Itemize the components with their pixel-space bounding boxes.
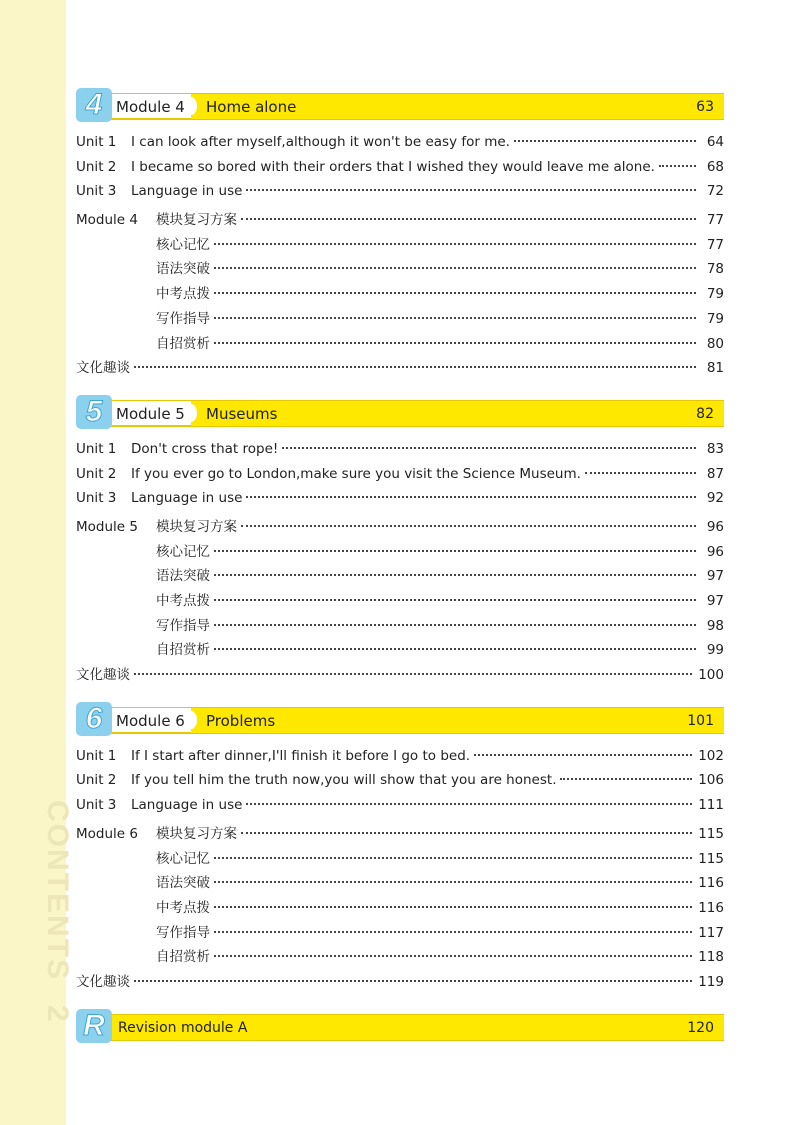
dot-leader: [659, 165, 696, 167]
row-label: Unit 3: [76, 797, 117, 814]
revision-badge: R: [76, 1009, 112, 1043]
row-title: 核心记忆: [156, 850, 210, 867]
module-page: 82: [696, 405, 714, 422]
row-label: Unit 2: [76, 158, 117, 175]
row-label: Unit 3: [76, 490, 117, 507]
row-title: 写作指导: [156, 617, 210, 634]
review-entry[interactable]: [76, 540, 724, 565]
module-page: 101: [687, 712, 714, 729]
row-label: Unit 2: [76, 465, 117, 482]
culture-entry[interactable]: [76, 663, 724, 688]
review-entry[interactable]: [76, 208, 724, 233]
module-title: Problems: [206, 711, 276, 730]
row-title: 语法突破: [156, 875, 210, 892]
revision-title: Revision module A: [118, 1019, 248, 1036]
row-title: I became so bored with their orders that I wished they would leave me alone.: [131, 158, 655, 175]
dot-leader: [134, 366, 696, 368]
page-number: 87: [706, 465, 724, 482]
review-entry[interactable]: [76, 614, 724, 639]
review-entry[interactable]: [76, 332, 724, 357]
dot-leader: [241, 218, 696, 220]
module-number-badge: 4: [76, 88, 112, 122]
review-entry[interactable]: [76, 257, 724, 282]
module-label: Module 5: [112, 400, 191, 426]
page-number: 78: [706, 261, 724, 278]
row-title: If you tell him the truth now,you will show that you are honest.: [131, 772, 557, 789]
row-title: 文化趣谈: [76, 667, 130, 684]
row-label: Module 5: [76, 518, 138, 535]
row-title: Don't cross that rope!: [131, 440, 279, 457]
row-title: I can look after myself,although it won't be easy for me.: [131, 134, 510, 150]
dot-leader: [214, 624, 696, 626]
dot-leader: [241, 832, 692, 834]
page-number: 115: [698, 825, 724, 842]
row-title: 文化趣谈: [76, 973, 130, 990]
header-bar: [110, 93, 724, 120]
review-entry[interactable]: [76, 921, 724, 946]
module-label: Module 4: [112, 93, 191, 119]
row-label: Unit 2: [76, 772, 117, 789]
review-entry[interactable]: [76, 515, 724, 540]
module-number-badge: 6: [76, 702, 112, 736]
row-label: Unit 1: [76, 440, 117, 457]
unit-entry[interactable]: [76, 748, 724, 773]
unit-entry[interactable]: [76, 134, 724, 159]
revision-page: 120: [687, 1019, 714, 1036]
unit-entry[interactable]: [76, 441, 724, 466]
page-number: 96: [706, 518, 724, 535]
module-label: Module 6: [112, 707, 191, 733]
dot-leader: [282, 447, 696, 449]
unit-entry[interactable]: [76, 772, 724, 797]
page-number: 79: [706, 310, 724, 327]
row-title: 中考点拨: [156, 286, 210, 303]
row-title: 自招赏析: [156, 642, 210, 659]
unit-entry[interactable]: [76, 490, 724, 515]
row-title: 自招赏析: [156, 949, 210, 966]
dot-leader: [560, 778, 692, 780]
page-number: 100: [698, 667, 724, 684]
page-number: 111: [698, 797, 724, 814]
table-of-contents: [76, 88, 724, 1043]
row-title: 文化趣谈: [76, 360, 130, 377]
review-entry[interactable]: [76, 307, 724, 332]
revision-header[interactable]: [76, 1009, 724, 1043]
module-header[interactable]: [76, 395, 724, 429]
row-title: 核心记忆: [156, 236, 210, 253]
row-title: 写作指导: [156, 310, 210, 327]
dot-leader: [246, 189, 696, 191]
page-number: 115: [698, 850, 724, 867]
review-entry[interactable]: [76, 871, 724, 896]
module-title: Home alone: [206, 98, 297, 116]
row-title: 模块复习方案: [156, 518, 237, 535]
row-label: Module 6: [76, 825, 138, 842]
page-number: 64: [706, 134, 724, 150]
page-number: 99: [706, 642, 724, 659]
dot-leader: [214, 648, 696, 650]
dot-leader: [214, 881, 692, 883]
page-number: 80: [706, 335, 724, 352]
dot-leader: [246, 803, 692, 805]
page-number: 77: [706, 236, 724, 253]
review-entry[interactable]: [76, 282, 724, 307]
page-number: 116: [698, 875, 724, 892]
page-number: 81: [706, 360, 724, 377]
dot-leader: [214, 857, 692, 859]
page-number: 77: [706, 212, 724, 229]
module-header[interactable]: [76, 702, 724, 736]
row-title: 自招赏析: [156, 335, 210, 352]
row-label: Unit 1: [76, 747, 117, 764]
page-number: 92: [706, 490, 724, 507]
dot-leader: [214, 292, 696, 294]
row-title: 核心记忆: [156, 543, 210, 560]
module-title: Museums: [206, 404, 278, 423]
page-number: 83: [706, 440, 724, 457]
side-contents-label: [40, 800, 74, 1024]
row-label: Unit 3: [76, 183, 117, 200]
row-label: Module 4: [76, 212, 138, 229]
page-number: 79: [706, 286, 724, 303]
page-number: 98: [706, 617, 724, 634]
module-page: 63: [696, 99, 714, 115]
row-title: 语法突破: [156, 568, 210, 585]
review-entry[interactable]: [76, 822, 724, 847]
page-number: 97: [706, 593, 724, 609]
dot-leader: [214, 243, 696, 245]
dot-leader: [214, 574, 696, 576]
page-number: 72: [706, 183, 724, 200]
dot-leader: [214, 317, 696, 319]
row-title: If you ever go to London,make sure you visit the Science Museum.: [131, 465, 581, 482]
volume-number: 2: [41, 1005, 74, 1025]
dot-leader: [214, 267, 696, 269]
page-number: 97: [706, 568, 724, 585]
dot-leader: [134, 673, 692, 675]
row-title: 模块复习方案: [156, 212, 237, 229]
dot-leader: [214, 955, 692, 957]
culture-entry[interactable]: [76, 356, 724, 381]
module-block: [76, 702, 724, 995]
unit-entry[interactable]: [76, 466, 724, 491]
contents-word: CONTENTS: [41, 800, 74, 981]
module-number-badge: 5: [76, 395, 112, 429]
dot-leader: [134, 980, 692, 982]
dot-leader: [246, 496, 696, 498]
module-block: [76, 395, 724, 688]
module-block: [76, 88, 724, 381]
page-number: 118: [698, 949, 724, 966]
page-number: 117: [698, 924, 724, 941]
page-number: 68: [706, 158, 724, 175]
review-entry[interactable]: [76, 847, 724, 872]
row-title: 中考点拨: [156, 593, 210, 609]
row-title: Language in use: [131, 797, 243, 814]
page-number: 119: [698, 973, 724, 990]
page-number: 96: [706, 543, 724, 560]
row-title: Language in use: [131, 490, 243, 507]
dot-leader: [474, 754, 692, 756]
dot-leader: [214, 550, 696, 552]
row-title: 写作指导: [156, 924, 210, 941]
review-entry[interactable]: [76, 233, 724, 258]
page-number: 106: [698, 772, 724, 789]
dot-leader: [214, 931, 692, 933]
dot-leader: [241, 525, 696, 527]
row-title: 语法突破: [156, 261, 210, 278]
unit-entry[interactable]: [76, 159, 724, 184]
header-bar: [110, 400, 724, 427]
review-entry[interactable]: [76, 589, 724, 614]
row-label: Unit 1: [76, 134, 117, 150]
row-title: 中考点拨: [156, 899, 210, 916]
dot-leader: [585, 472, 696, 474]
module-header[interactable]: [76, 88, 724, 122]
dot-leader: [214, 599, 696, 601]
header-bar: [110, 707, 724, 734]
culture-entry[interactable]: [76, 970, 724, 995]
review-entry[interactable]: [76, 945, 724, 970]
dot-leader: [514, 140, 696, 142]
page-number: 116: [698, 899, 724, 916]
review-entry[interactable]: [76, 564, 724, 589]
dot-leader: [214, 342, 696, 344]
unit-entry[interactable]: [76, 183, 724, 208]
review-entry[interactable]: [76, 896, 724, 921]
row-title: Language in use: [131, 183, 243, 200]
row-title: If I start after dinner,I'll finish it before I go to bed.: [131, 747, 471, 764]
row-title: 模块复习方案: [156, 825, 237, 842]
review-entry[interactable]: [76, 638, 724, 663]
dot-leader: [214, 906, 692, 908]
page-number: 102: [698, 747, 724, 764]
unit-entry[interactable]: [76, 797, 724, 822]
